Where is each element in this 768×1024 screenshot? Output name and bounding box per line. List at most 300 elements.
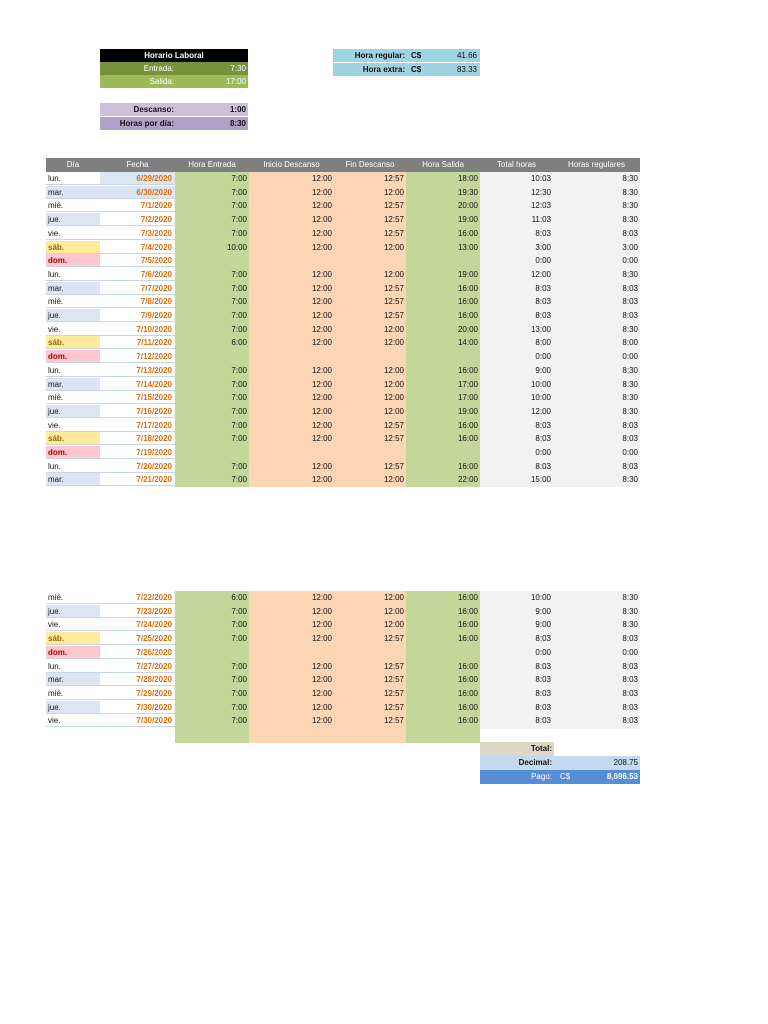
day-cell: sáb. [46,632,100,645]
horas-regulares-cell: 8:30 [622,379,638,389]
horas-regulares-cell: 8:30 [622,393,638,403]
header-hora-entrada: Hora Entrada [188,160,236,169]
day-cell: jue. [46,701,100,714]
fin-descanso-cell[interactable]: 12:00 [383,187,404,197]
total-horas-cell: 8:03 [535,283,551,293]
fin-descanso-cell[interactable] [334,646,406,659]
day-cell: sáb. [46,241,100,254]
hora-salida-cell[interactable]: 14:00 [457,338,478,348]
table-row [46,282,640,295]
day-cell: lun. [46,460,100,473]
date-cell: 7/23/2020 [100,605,175,618]
fin-descanso-cell[interactable]: 12:57 [383,311,404,320]
day-cell: sáb. [46,432,100,445]
date-cell: 7/17/2020 [100,419,175,432]
descanso-value[interactable]: 1:00 [229,105,246,114]
date-cell: 7/7/2020 [100,282,175,295]
day-cell: mié. [46,687,100,700]
hora-entrada-cell[interactable]: 7:00 [231,661,247,671]
date-cell: 7/2/2020 [100,213,175,226]
hora-entrada-cell[interactable]: 7:00 [231,283,247,293]
inicio-descanso-cell[interactable]: 12:00 [311,634,332,644]
hora-entrada-cell[interactable] [175,350,249,363]
horas-por-dia-label: Horas por día: [119,119,174,128]
table-row [46,241,640,254]
date-cell: 7/30/2020 [100,701,175,714]
total-horas-cell: 11:03 [531,215,551,225]
hora-entrada-cell[interactable]: 7:00 [231,228,247,238]
horas-regulares-cell: 8:03 [622,297,638,307]
date-cell: 7/22/2020 [100,591,175,604]
horas-regulares-cell: 8:30 [622,324,638,334]
inicio-descanso-cell[interactable]: 12:00 [311,716,332,726]
rate-regular-currency: C$ [411,51,422,60]
hora-entrada-cell[interactable]: 7:00 [231,716,247,726]
table-row [46,632,640,645]
hora-salida-cell[interactable]: 19:00 [457,406,478,416]
table-row [46,213,640,226]
header-fecha: Fecha [126,160,149,169]
entrada-value[interactable]: 7:30 [230,64,246,73]
horas-regulares-cell: 3:00 [622,242,638,252]
decimal-row [480,756,640,770]
fin-descanso-cell[interactable]: 12:57 [383,434,404,444]
inicio-descanso-cell[interactable] [249,350,334,363]
date-cell: 7/24/2020 [100,618,175,631]
horas-por-dia-value: 8:30 [229,119,246,128]
total-horas-cell: 3:00 [535,242,551,252]
fin-descanso-cell[interactable]: 12:57 [383,688,404,698]
descanso-label: Descanso: [133,105,174,114]
horas-regulares-cell: 8:03 [622,688,638,698]
fin-descanso-cell[interactable]: 12:00 [383,379,404,389]
hora-salida-cell[interactable]: 19:00 [457,215,478,225]
inicio-descanso-cell[interactable]: 12:00 [311,228,332,238]
total-horas-cell: 8:03 [535,688,551,698]
entrada-label: Entrada: [143,64,174,73]
hora-salida-cell[interactable]: 16:00 [457,461,478,471]
total-horas-cell: 8:03 [535,661,551,671]
horas-regulares-cell: 8:03 [622,283,638,293]
table-row [46,714,640,727]
hora-salida-cell[interactable]: 16:00 [457,634,478,644]
inicio-descanso-cell[interactable]: 12:00 [311,187,332,197]
horas-regulares-cell: 8:30 [622,365,638,375]
table-header [46,158,640,172]
fin-descanso-cell[interactable]: 12:57 [383,420,404,430]
schedule-horas-row [100,117,248,130]
table-row [46,673,640,686]
schedule-descanso-row [100,103,248,116]
pago-value: 8,696.53 [606,772,638,781]
inicio-descanso-cell[interactable]: 12:00 [311,324,332,334]
inicio-descanso-cell[interactable]: 12:00 [311,420,332,430]
fin-descanso-cell[interactable]: 12:57 [383,461,404,471]
total-horas-cell: 8:03 [535,434,551,444]
date-cell: 7/20/2020 [100,460,175,473]
horas-regulares-cell: 8:30 [622,174,638,183]
hora-salida-cell[interactable]: 20:00 [457,201,478,211]
hora-salida-cell[interactable]: 16:00 [457,365,478,375]
hora-salida-cell[interactable] [406,254,480,267]
hora-salida-cell[interactable]: 16:00 [457,283,478,293]
date-cell: 7/19/2020 [100,446,175,459]
table-row [46,364,640,377]
inicio-descanso-cell[interactable]: 12:00 [311,688,332,698]
header-inicio-descanso: Inicio Descanso [263,160,320,169]
table-row [46,446,640,459]
inicio-descanso-cell[interactable]: 12:00 [311,475,332,485]
horas-regulares-cell: 0:00 [622,448,638,457]
total-horas-cell: 12:00 [530,269,551,279]
hora-salida-cell[interactable]: 16:00 [457,606,478,616]
date-cell: 7/5/2020 [100,254,175,267]
hora-entrada-cell[interactable]: 7:00 [231,174,247,183]
hora-salida-cell[interactable]: 19:00 [457,269,478,279]
inicio-descanso-cell[interactable]: 12:00 [311,393,332,403]
total-horas-cell: 9:00 [535,365,551,375]
fin-descanso-cell[interactable]: 12:57 [383,174,404,183]
date-cell: 7/3/2020 [100,227,175,240]
date-cell: 7/11/2020 [100,336,175,349]
fin-descanso-cell[interactable]: 12:57 [383,201,404,211]
hora-entrada-cell[interactable]: 7:00 [231,269,247,279]
table-row [46,172,640,185]
table-row [46,605,640,618]
hora-salida-cell[interactable]: 17:00 [457,393,478,403]
hora-entrada-cell[interactable]: 7:00 [231,688,247,698]
hora-entrada-cell[interactable]: 7:00 [231,606,247,616]
hora-salida-cell[interactable]: 16:00 [457,675,478,685]
hora-salida-cell[interactable]: 13:00 [457,242,478,252]
date-cell: 7/28/2020 [100,673,175,686]
date-cell: 7/6/2020 [100,268,175,281]
table-row [46,378,640,391]
horas-regulares-cell: 8:30 [622,475,638,485]
date-cell: 7/4/2020 [100,241,175,254]
total-horas-cell: 12:30 [530,187,551,197]
horas-regulares-cell: 8:03 [622,661,638,671]
hora-salida-cell[interactable]: 17:00 [457,379,478,389]
table-row [46,591,640,604]
horas-regulares-cell: 8:30 [622,606,638,616]
hora-entrada-cell[interactable]: 7:00 [231,434,247,444]
day-cell: dom. [46,254,100,267]
hora-entrada-cell[interactable] [175,646,249,659]
fin-descanso-cell[interactable]: 12:00 [383,365,404,375]
table-row [46,419,640,432]
hora-entrada-cell[interactable]: 7:00 [231,297,247,307]
hora-entrada-cell[interactable]: 7:00 [231,393,247,403]
inicio-descanso-cell[interactable]: 12:00 [311,620,332,630]
total-horas-cell: 8:00 [535,338,551,348]
hora-entrada-cell[interactable]: 6:00 [231,593,247,602]
total-horas-cell: 8:03 [535,716,551,726]
horas-regulares-cell: 0:00 [622,352,638,362]
table-row [46,460,640,473]
day-cell: mar. [46,186,100,199]
horas-regulares-cell: 0:00 [622,256,638,266]
hora-salida-cell[interactable]: 16:00 [457,620,478,630]
date-cell: 7/13/2020 [100,364,175,377]
total-horas-cell: 8:03 [535,634,551,644]
day-cell: mié. [46,199,100,212]
hora-salida-cell[interactable]: 18:00 [457,174,478,183]
horas-regulares-cell: 8:00 [622,338,638,348]
table-row [46,660,640,673]
date-cell: 7/14/2020 [100,378,175,391]
inicio-descanso-cell[interactable]: 12:00 [311,593,332,602]
day-cell: mar. [46,282,100,295]
schedule-salida-row [100,75,248,88]
inicio-descanso-cell[interactable]: 12:00 [311,338,332,348]
rate-extra-label: Hora extra: [362,65,405,74]
total-horas-cell: 9:00 [535,606,551,616]
date-cell: 6/29/2020 [100,172,175,185]
date-cell: 7/16/2020 [100,405,175,418]
pago-label: Pago: [531,772,552,781]
total-horas-cell: 10:00 [530,593,551,602]
header-fin-descanso: Fin Descanso [345,160,395,169]
hora-entrada-cell[interactable]: 7:00 [231,215,247,225]
table-row [46,268,640,281]
inicio-descanso-cell[interactable]: 12:00 [311,365,332,375]
total-horas-cell: 8:03 [535,228,551,238]
day-cell: jue. [46,309,100,322]
horas-regulares-cell: 8:30 [622,593,638,602]
fin-descanso-cell[interactable]: 12:00 [383,406,404,416]
inicio-descanso-cell[interactable]: 12:00 [311,215,332,225]
inicio-descanso-cell[interactable]: 12:00 [311,242,332,252]
day-cell: dom. [46,446,100,459]
fin-descanso-cell[interactable] [334,446,406,459]
salida-value[interactable]: 17:00 [225,77,246,86]
rate-extra-value: 83.33 [456,65,477,74]
hora-entrada-cell[interactable] [175,446,249,459]
date-cell: 7/1/2020 [100,199,175,212]
table-row [46,432,640,445]
inicio-descanso-cell[interactable]: 12:00 [311,675,332,685]
day-cell: lun. [46,172,100,185]
table-row [46,336,640,349]
hora-salida-cell[interactable]: 22:00 [457,475,478,485]
fin-descanso-cell[interactable]: 12:00 [383,606,404,616]
day-cell: vie. [46,227,100,240]
horas-regulares-cell: 8:03 [622,702,638,712]
total-horas-cell: 8:03 [535,702,551,712]
rate-extra-currency: C$ [411,65,422,74]
total-horas-cell: 8:03 [535,461,551,471]
table-row [46,646,640,659]
day-cell: mar. [46,378,100,391]
inicio-descanso-cell[interactable] [249,446,334,459]
total-horas-cell: 8:03 [535,675,551,685]
fin-descanso-cell[interactable]: 12:57 [383,661,404,671]
hora-salida-cell[interactable] [406,350,480,363]
inicio-descanso-cell[interactable]: 12:00 [311,461,332,471]
horas-regulares-cell: 8:03 [622,311,638,320]
fin-descanso-cell[interactable]: 12:00 [383,475,404,485]
day-cell: mié. [46,295,100,308]
hora-entrada-cell[interactable]: 7:00 [231,324,247,334]
salida-label: Salida: [149,77,174,86]
day-cell: lun. [46,364,100,377]
day-cell: jue. [46,605,100,618]
fin-descanso-cell[interactable]: 12:00 [383,620,404,630]
hora-entrada-cell[interactable]: 7:00 [231,675,247,685]
fin-descanso-cell[interactable]: 12:57 [383,634,404,644]
day-cell: lun. [46,268,100,281]
table-row [46,391,640,404]
horas-regulares-cell: 8:03 [622,434,638,444]
total-horas-cell: 8:03 [535,297,551,307]
table-row [46,254,640,267]
hora-salida-cell[interactable]: 16:00 [457,688,478,698]
hora-entrada-cell[interactable]: 7:00 [231,461,247,471]
inicio-descanso-cell[interactable]: 12:00 [311,297,332,307]
rate-extra-row [333,63,480,76]
total-horas-cell: 13:00 [530,324,551,334]
hora-entrada-cell[interactable]: 7:00 [231,365,247,375]
horas-regulares-cell: 8:03 [622,461,638,471]
horas-regulares-cell: 8:30 [622,187,638,197]
rate-regular-row [333,49,480,62]
fin-descanso-cell[interactable]: 12:57 [383,675,404,685]
hora-entrada-cell[interactable]: 7:00 [231,634,247,644]
inicio-descanso-cell[interactable]: 12:00 [311,434,332,444]
fin-descanso-cell[interactable]: 12:57 [383,215,404,225]
inicio-descanso-cell[interactable]: 12:00 [311,174,332,183]
day-cell: mar. [46,673,100,686]
table-row [46,227,640,240]
total-horas-cell: 12:00 [530,406,551,416]
fin-descanso-cell[interactable]: 12:00 [383,324,404,334]
hora-entrada-cell[interactable]: 7:00 [231,420,247,430]
horas-regulares-cell: 8:03 [622,634,638,644]
hora-entrada-cell[interactable]: 10:00 [226,242,247,252]
fin-descanso-cell[interactable]: 12:00 [383,393,404,403]
fin-descanso-cell[interactable]: 12:00 [383,242,404,252]
schedule-title: Horario Laboral [100,49,248,62]
day-cell: jue. [46,213,100,226]
hora-salida-cell[interactable]: 16:00 [457,311,478,320]
hora-entrada-cell[interactable]: 7:00 [231,620,247,630]
hora-salida-cell[interactable]: 16:00 [457,661,478,671]
date-cell: 7/25/2020 [100,632,175,645]
date-cell: 7/12/2020 [100,350,175,363]
date-cell: 7/9/2020 [100,309,175,322]
hora-entrada-cell[interactable]: 7:00 [231,379,247,389]
hora-entrada-cell[interactable]: 6:00 [231,338,247,348]
hora-salida-cell[interactable]: 16:00 [457,702,478,712]
horas-regulares-cell: 8:03 [622,420,638,430]
hora-entrada-cell[interactable]: 7:00 [231,187,247,197]
hora-salida-cell[interactable]: 16:00 [457,420,478,430]
hora-salida-cell[interactable] [406,446,480,459]
table-row [46,687,640,700]
hora-salida-cell[interactable]: 16:00 [457,297,478,307]
inicio-descanso-cell[interactable]: 12:00 [311,311,332,320]
hora-entrada-cell[interactable]: 7:00 [231,311,247,320]
inicio-descanso-cell[interactable]: 12:00 [311,379,332,389]
table-row [46,199,640,212]
date-cell: 7/29/2020 [100,687,175,700]
hora-salida-cell[interactable]: 16:00 [457,593,478,602]
fin-descanso-cell[interactable]: 12:57 [383,716,404,726]
date-cell: 7/18/2020 [100,432,175,445]
total-horas-cell: 8:03 [535,420,551,430]
inicio-descanso-cell[interactable] [249,646,334,659]
hora-salida-cell[interactable]: 20:00 [457,324,478,334]
day-cell: vie. [46,714,100,727]
hora-salida-cell[interactable]: 16:00 [457,716,478,726]
table-row [46,618,640,631]
inicio-descanso-cell[interactable]: 12:00 [311,283,332,293]
horas-regulares-cell: 8:30 [622,406,638,416]
inicio-descanso-cell[interactable]: 12:00 [311,201,332,211]
fin-descanso-cell[interactable]: 12:57 [383,228,404,238]
fin-descanso-cell[interactable]: 12:00 [383,269,404,279]
hora-entrada-cell[interactable]: 7:00 [231,406,247,416]
day-cell: lun. [46,660,100,673]
fin-descanso-cell[interactable]: 12:00 [383,338,404,348]
rate-regular-value[interactable]: 41.66 [456,51,477,60]
fin-descanso-cell[interactable]: 12:00 [383,593,404,602]
date-cell: 7/21/2020 [100,473,175,486]
hora-salida-cell[interactable]: 19:30 [457,187,478,197]
decimal-value: 208.75 [613,758,638,767]
inicio-descanso-cell[interactable]: 12:00 [311,269,332,279]
hora-entrada-cell[interactable] [175,254,249,267]
total-horas-cell: 0:00 [535,352,551,362]
day-cell: dom. [46,350,100,363]
fin-descanso-cell[interactable]: 12:57 [383,702,404,712]
table-row [46,350,640,363]
total-row [480,742,640,756]
rate-regular-label: Hora regular: [354,51,405,60]
total-horas-cell: 10:00 [530,379,551,389]
day-cell: sáb. [46,336,100,349]
inicio-descanso-cell[interactable]: 12:00 [311,406,332,416]
hora-salida-cell[interactable]: 16:00 [457,434,478,444]
total-label-cell: Total: [480,742,554,756]
header-horas-regulares: Horas regulares [568,160,625,169]
fin-descanso-cell[interactable]: 12:57 [383,297,404,307]
total-horas-cell: 10:03 [530,174,551,183]
hora-salida-cell[interactable] [406,646,480,659]
hora-entrada-cell[interactable]: 7:00 [231,201,247,211]
hora-entrada-cell[interactable]: 7:00 [231,702,247,712]
horas-regulares-cell: 8:03 [622,716,638,726]
fin-descanso-cell[interactable]: 12:57 [383,283,404,293]
table-row [46,309,640,322]
horas-regulares-cell: 8:30 [622,269,638,279]
total-horas-cell: 0:00 [535,647,551,657]
inicio-descanso-cell[interactable]: 12:00 [311,606,332,616]
header-dia: Día [66,160,80,169]
fin-descanso-cell[interactable] [334,254,406,267]
inicio-descanso-cell[interactable]: 12:00 [311,661,332,671]
fin-descanso-cell[interactable] [334,350,406,363]
total-horas-cell: 8:03 [535,311,551,320]
inicio-descanso-cell[interactable] [249,254,334,267]
hora-entrada-cell[interactable]: 7:00 [231,475,247,485]
total-horas-cell: 0:00 [535,448,551,457]
inicio-descanso-cell[interactable]: 12:00 [311,702,332,712]
hora-salida-cell[interactable]: 16:00 [457,228,478,238]
date-cell: 7/8/2020 [100,295,175,308]
date-cell: 7/30/2020 [100,714,175,727]
